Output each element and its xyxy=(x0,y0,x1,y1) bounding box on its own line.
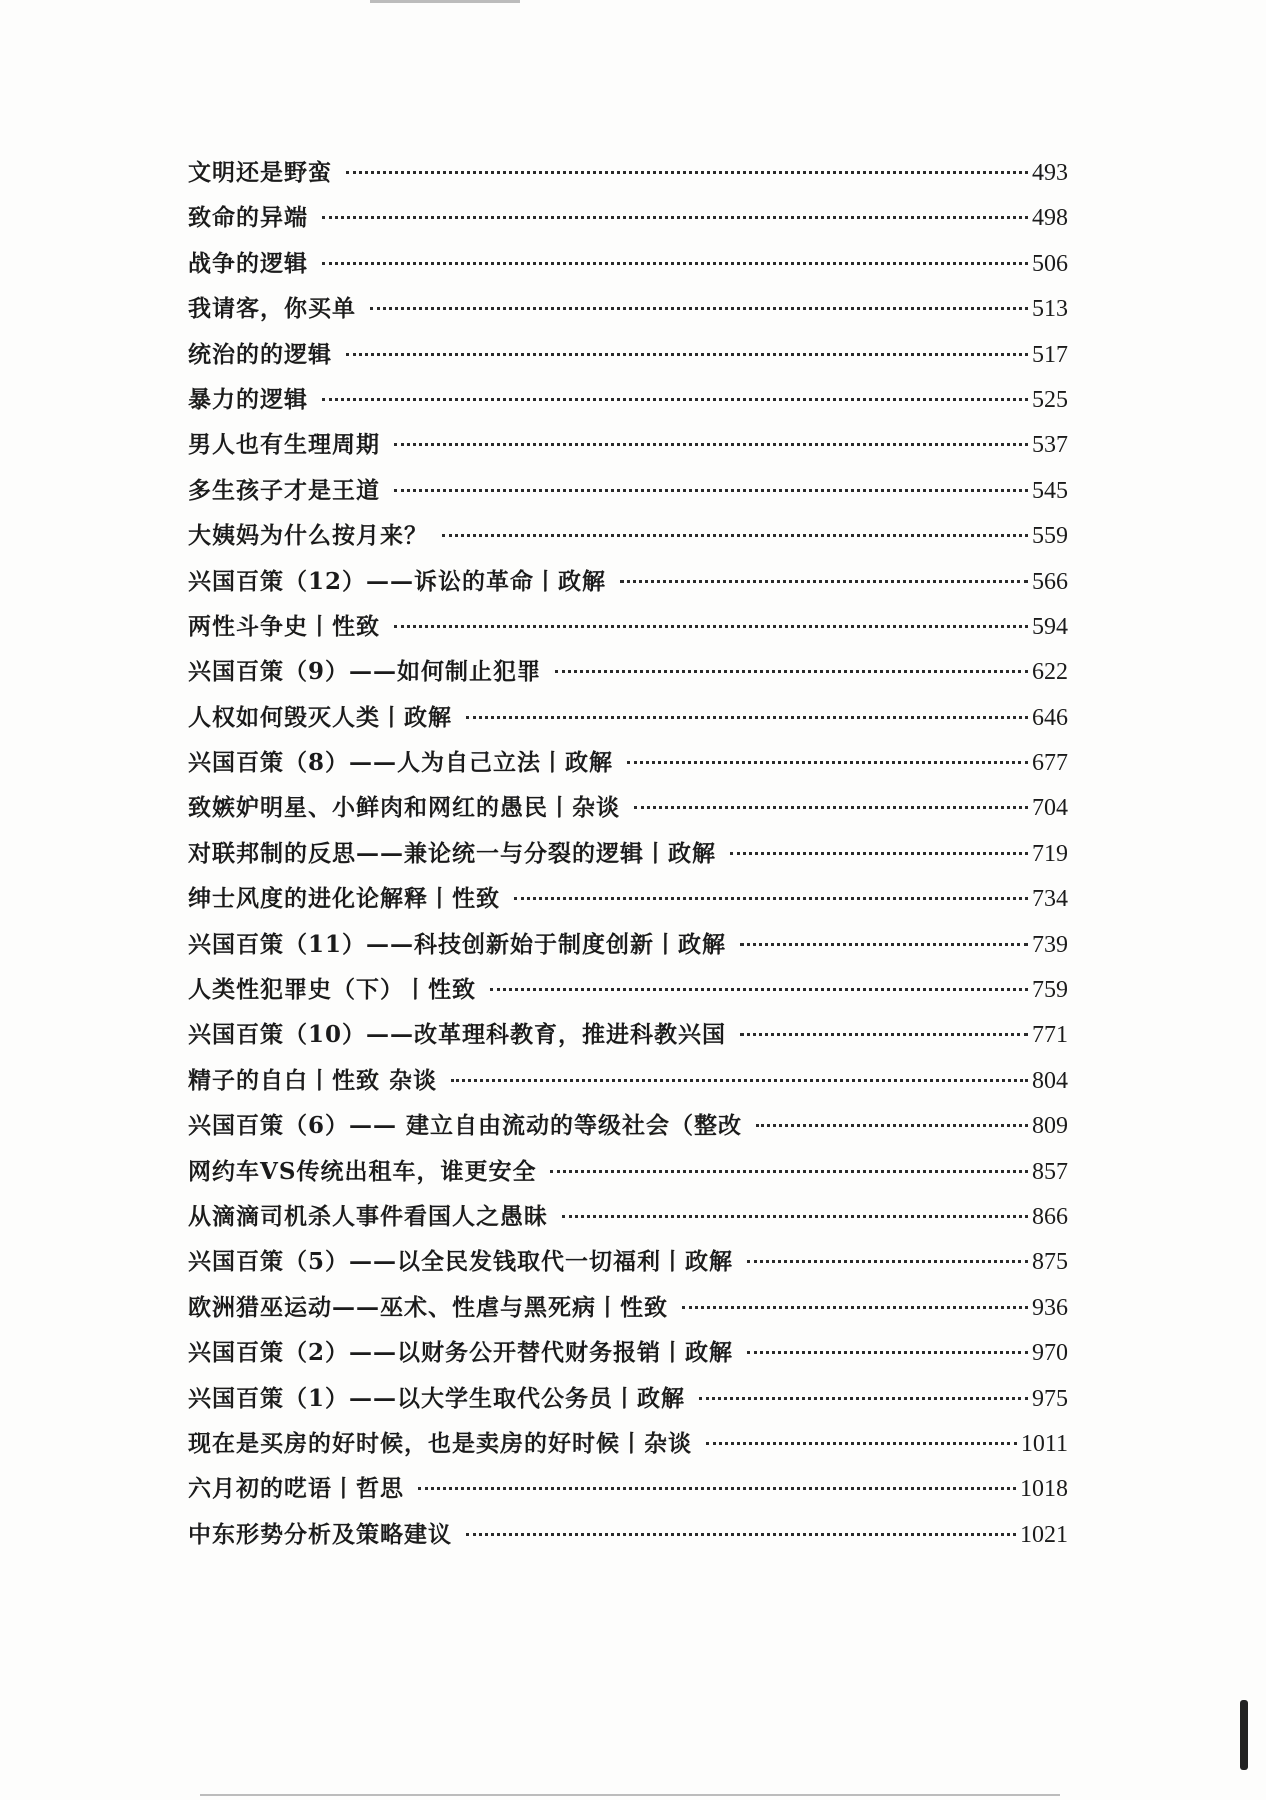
toc-entry-title: 对联邦制的反思——兼论统一与分裂的逻辑丨政解 xyxy=(188,839,716,867)
toc-entry-title: 战争的逻辑 xyxy=(188,249,308,277)
toc-entry-page-number: 759 xyxy=(1032,977,1068,1004)
toc-entry-page-number: 545 xyxy=(1032,477,1068,504)
toc-entry-page-number: 513 xyxy=(1032,296,1068,323)
toc-dot-leader xyxy=(466,716,1028,719)
toc-entry-page-number: 809 xyxy=(1032,1113,1068,1140)
toc-dot-leader xyxy=(555,670,1028,673)
toc-dot-leader xyxy=(442,534,1028,537)
toc-entry-title: 我请客，你买单 xyxy=(188,295,356,323)
toc-entry-title: 欧洲猎巫运动——巫术、性虐与黑死病丨性致 xyxy=(188,1293,668,1321)
toc-entry-page-number: 1018 xyxy=(1020,1476,1068,1503)
toc-entry-title: 致嫉妒明星、小鲜肉和网红的愚民丨杂谈 xyxy=(188,794,620,822)
toc-entry[interactable] xyxy=(188,468,1068,513)
toc-entry[interactable] xyxy=(188,876,1068,921)
toc-entry-page-number: 719 xyxy=(1032,840,1068,867)
toc-entry[interactable] xyxy=(188,1376,1068,1421)
toc-entry[interactable] xyxy=(188,604,1068,649)
toc-entry-title: 兴国百策（2）——以财务公开替代财务报销丨政解 xyxy=(188,1339,734,1367)
toc-entry-page-number: 970 xyxy=(1032,1340,1068,1367)
toc-entry-title: 精子的自白丨性致 杂谈 xyxy=(188,1066,438,1094)
toc-entry[interactable] xyxy=(188,922,1068,967)
toc-dot-leader xyxy=(370,307,1028,310)
toc-dot-leader xyxy=(490,988,1028,991)
toc-entry-page-number: 734 xyxy=(1032,886,1068,913)
toc-entry[interactable] xyxy=(188,241,1068,286)
toc-entry[interactable] xyxy=(188,1103,1068,1148)
toc-entry-title: 兴国百策（10）——改革理科教育，推进科教兴国 xyxy=(188,1021,727,1049)
toc-dot-leader xyxy=(451,1079,1028,1082)
toc-entry-title: 多生孩子才是王道 xyxy=(188,476,380,504)
toc-entry[interactable] xyxy=(188,1239,1068,1284)
toc-entry-page-number: 857 xyxy=(1032,1158,1068,1185)
toc-dot-leader xyxy=(634,806,1028,809)
toc-entry-page-number: 525 xyxy=(1032,386,1068,413)
toc-entry-page-number: 771 xyxy=(1032,1022,1068,1049)
toc-entry-title: 人类性犯罪史（下）丨性致 xyxy=(188,976,476,1004)
toc-entry[interactable] xyxy=(188,1149,1068,1194)
toc-entry-page-number: 493 xyxy=(1032,160,1068,186)
toc-dot-leader xyxy=(699,1397,1028,1400)
toc-entry-page-number: 804 xyxy=(1032,1067,1068,1094)
toc-entry[interactable] xyxy=(188,1058,1068,1103)
toc-entry[interactable] xyxy=(188,1330,1068,1375)
toc-entry-page-number: 875 xyxy=(1032,1249,1068,1276)
toc-entry-title: 兴国百策（8）——人为自己立法丨政解 xyxy=(188,749,614,777)
toc-entry[interactable] xyxy=(188,150,1068,195)
toc-entry[interactable] xyxy=(188,831,1068,876)
toc-entry-page-number: 677 xyxy=(1032,750,1068,777)
toc-dot-leader xyxy=(466,1533,1016,1536)
toc-entry[interactable] xyxy=(188,377,1068,422)
toc-entry-page-number: 498 xyxy=(1032,205,1068,232)
toc-entry-title: 中东形势分析及策略建议 xyxy=(188,1520,452,1548)
toc-entry[interactable] xyxy=(188,513,1068,558)
toc-entry-page-number: 866 xyxy=(1032,1203,1068,1230)
toc-dot-leader xyxy=(346,171,1028,174)
toc-dot-leader xyxy=(620,580,1028,583)
toc-entry-title: 兴国百策（12）——诉讼的革命丨政解 xyxy=(188,567,607,595)
toc-entry[interactable] xyxy=(188,967,1068,1012)
toc-entry-title: 现在是买房的好时候，也是卖房的好时候丨杂谈 xyxy=(188,1429,692,1457)
toc-dot-leader xyxy=(394,625,1028,628)
toc-entry[interactable] xyxy=(188,740,1068,785)
toc-entry-title: 大姨妈为什么按月来？ xyxy=(188,522,428,550)
table-of-contents xyxy=(188,150,1068,1557)
toc-dot-leader xyxy=(322,262,1028,265)
toc-dot-leader xyxy=(706,1442,1017,1445)
toc-entry-title: 六月初的呓语丨哲思 xyxy=(188,1475,404,1503)
toc-entry-title: 统治的的逻辑 xyxy=(188,340,332,368)
toc-entry-page-number: 704 xyxy=(1032,795,1068,822)
toc-entry[interactable] xyxy=(188,649,1068,694)
toc-entry-page-number: 646 xyxy=(1032,704,1068,731)
toc-dot-leader xyxy=(322,398,1028,401)
toc-entry-page-number: 1011 xyxy=(1020,1430,1068,1457)
toc-entry-title: 文明还是野蛮 xyxy=(188,159,332,186)
toc-entry[interactable] xyxy=(188,1466,1068,1511)
toc-entry-page-number: 739 xyxy=(1032,931,1068,958)
toc-entry[interactable] xyxy=(188,1012,1068,1057)
toc-entry-title: 男人也有生理周期 xyxy=(188,431,380,459)
toc-dot-leader xyxy=(346,353,1028,356)
toc-entry-page-number: 594 xyxy=(1032,613,1068,640)
toc-entry[interactable] xyxy=(188,785,1068,830)
toc-dot-leader xyxy=(682,1306,1028,1309)
toc-entry-title: 网约车VS传统出租车，谁更安全 xyxy=(188,1157,537,1185)
toc-entry-page-number: 517 xyxy=(1032,341,1068,368)
toc-entry[interactable] xyxy=(188,195,1068,240)
toc-dot-leader xyxy=(394,443,1028,446)
toc-entry-title: 兴国百策（1）——以大学生取代公务员丨政解 xyxy=(188,1384,686,1412)
toc-entry-page-number: 975 xyxy=(1032,1385,1068,1412)
toc-dot-leader xyxy=(514,897,1028,900)
toc-entry-title: 人权如何毁灭人类丨政解 xyxy=(188,703,452,731)
toc-entry[interactable] xyxy=(188,1512,1068,1557)
toc-entry-title: 兴国百策（6）—— 建立自由流动的等级社会（整改 xyxy=(188,1112,743,1140)
toc-entry[interactable] xyxy=(188,422,1068,467)
toc-entry-page-number: 1021 xyxy=(1020,1521,1068,1548)
toc-dot-leader xyxy=(627,761,1028,764)
toc-dot-leader xyxy=(550,1170,1028,1173)
toc-entry-page-number: 936 xyxy=(1032,1294,1068,1321)
toc-entry-title: 从滴滴司机杀人事件看国人之愚昧 xyxy=(188,1202,548,1230)
toc-dot-leader xyxy=(740,943,1028,946)
toc-entry-title: 致命的异端 xyxy=(188,204,308,232)
toc-entry-title: 兴国百策（9）——如何制止犯罪 xyxy=(188,658,542,686)
toc-entry[interactable] xyxy=(188,1285,1068,1330)
scan-artifact-bottom xyxy=(200,1794,1060,1796)
toc-dot-leader xyxy=(740,1033,1028,1036)
toc-entry-title: 兴国百策（5）——以全民发钱取代一切福利丨政解 xyxy=(188,1248,734,1276)
toc-entry[interactable] xyxy=(188,332,1068,377)
toc-dot-leader xyxy=(730,852,1028,855)
toc-dot-leader xyxy=(747,1260,1028,1263)
toc-dot-leader xyxy=(747,1351,1028,1354)
toc-entry[interactable] xyxy=(188,286,1068,331)
toc-entry-page-number: 566 xyxy=(1032,568,1068,595)
toc-entry[interactable] xyxy=(188,1421,1068,1466)
toc-entry-title: 两性斗争史丨性致 xyxy=(188,612,380,640)
toc-dot-leader xyxy=(562,1215,1028,1218)
toc-dot-leader xyxy=(756,1124,1028,1127)
toc-dot-leader xyxy=(418,1487,1016,1490)
toc-entry[interactable] xyxy=(188,1194,1068,1239)
toc-entry-page-number: 622 xyxy=(1032,659,1068,686)
toc-dot-leader xyxy=(322,216,1028,219)
toc-entry-title: 暴力的逻辑 xyxy=(188,385,308,413)
page-edge-shadow xyxy=(1240,1700,1248,1770)
toc-entry[interactable] xyxy=(188,695,1068,740)
toc-entry[interactable] xyxy=(188,559,1068,604)
toc-entry-title: 兴国百策（11）——科技创新始于制度创新丨政解 xyxy=(188,930,727,958)
toc-entry-page-number: 537 xyxy=(1032,432,1068,459)
toc-dot-leader xyxy=(394,489,1028,492)
toc-entry-page-number: 559 xyxy=(1032,523,1068,550)
scan-artifact-top xyxy=(370,0,520,3)
toc-entry-title: 绅士风度的进化论解释丨性致 xyxy=(188,885,500,913)
toc-entry-page-number: 506 xyxy=(1032,250,1068,277)
